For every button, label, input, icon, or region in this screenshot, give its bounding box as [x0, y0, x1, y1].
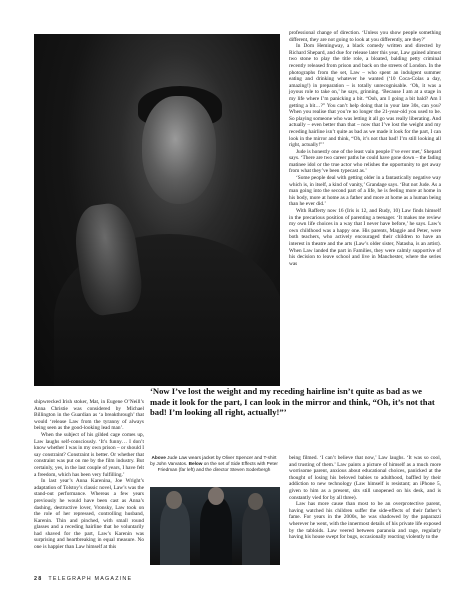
person-head: [208, 487, 224, 505]
right-column-lower: [289, 455, 441, 541]
caption-below-label: Below: [188, 461, 203, 466]
person-silhouette: [200, 497, 232, 565]
paragraph: With Rafferty now 16 (Iris is 12, and Rudy, 10) Law finds himself in the precarious position of parenting a teenager. ‘It makes me review my own life choices in a way that I never have before,’ he says. Law’s own childhood was a happy one. His parents, Maggie and Peter, were both teachers, who actively encouraged their children to have an interest in theatre and the arts (Law’s older sister, Natasha, is an artist). When Law landed the part in Families, they were calmly supportive of his decision to leave school and live in Manchester, where the series was: [289, 208, 441, 267]
caption-above-text: Jude Law wears jacket by Oliver Spencer and T-shirt by John Varvatos.: [150, 455, 277, 466]
person-silhouette: [242, 503, 270, 565]
right-column: [289, 30, 441, 267]
left-column: [34, 399, 144, 551]
paragraph: being filmed. ‘I can’t believe that now,’ Law laughs. ‘It was so cool, and trusting of them.’ Law paints a picture of himself as a much more worrisome parent, anxious about educational choices, panicked at the thought of losing his beloved babies to adulthood, baffled by their addiction to new technology (Law himself is resistant; an iPhone 5, given to him as a present, sits still unopened on his desk, and is constantly vied for by all three).: [289, 455, 441, 501]
paragraph: ‘Some people deal with getting older in a fantastically negative way which is, in itself, a kind of vanity,’ Grandage says. ‘But not Jude. As a man going into the second part of a life, he is feeling more at home in his body, more at home as a father and more at home as a human being than he ever did.’: [289, 175, 441, 208]
paragraph: professional change of direction. ‘Unless you show people something different, they are not going to look at you differently, are they?’: [289, 30, 441, 43]
caption-above-label: Above: [151, 455, 166, 460]
pull-quote: ‘Now I’ve lost the weight and my receding hairline isn’t quite as bad as we made it look for the part, I can look in the mirror and think, “Oh, it’s not that bad! I’m looking all right, actually!”’: [150, 386, 435, 418]
paragraph: shipwrecked Irish stoker, Mat, in Eugene O’Neill’s Anna Christie was considered by Michael Billington in the Guardian as ‘a breakthrough’ that would ‘release Law from the tyranny of always being seen as the good-looking lead man’.: [34, 399, 144, 432]
person-head: [166, 491, 182, 509]
paragraph: When the subject of his gilded cage comes up, Law laughs self-consciously. ‘It’s funny… I don’t know whether I was in my own prison – or should I say constraint? Constraint is better. Or whether that constraint was put on me by the film industry. But certainly, yes, in the last couple of years, I have felt a freedom, which has been very fulfilling.’: [34, 431, 144, 478]
paragraph: Jude is honestly one of the least vain people I’ve ever met,’ Shepard says. ‘There are two career paths he could have gone down – the fading matinee idol or the true actor who relishes the opportunity to get away from what they’ve been typecast as.’: [289, 148, 441, 175]
paragraph: Law has more cause than most to be an overprotective parent, having watched his children suffer the side-effects of their father’s fame. For years in the 2000s, he was shadowed by the paparazzi wherever he went, with the innermost details of his private life exposed by the tabloids. Law veered between paranoia and rage, regularly having his house swept for bugs, occasionally reacting violently to the: [289, 501, 441, 541]
film-set-photo: [150, 487, 280, 565]
caption-below-text: on the set of Side Effects with Peter Friedman (far left) and the director Steven Soderbergh: [157, 461, 278, 472]
person-head: [248, 493, 263, 510]
portrait-photo: [34, 34, 280, 386]
page-footer: [34, 576, 132, 582]
photo-caption: [150, 455, 278, 473]
magazine-name: TELEGRAPH MAGAZINE: [48, 576, 133, 582]
paragraph: In last year’s Anna Karenina, Joe Wright’s adaptation of Tolstoy’s classic novel, Law’s was the stand-out performance. Whereas a few years previously he would have been cast as Anna’s dashing, destructive lover, Vronsky, Law took on the role of her repressed, controlling husband, Karenin. Thin and pinched, with small round glasses and a receding hairline that he voluntarily had shaved for the part, Law’s Karenin was surprising and heartbreaking in equal measure. No one is happier than Law himself at this: [34, 478, 144, 551]
paragraph: In Dom Hemingway, a black comedy written and directed by Richard Shepard, and due for release later this year, Law gained almost two stone to play the title role, a bloated, balding petty criminal recently released from prison and back on the streets of London. In the photographs from the set, Law – who spent an indulgent summer eating and drinking whatever he wanted (‘10 Coca-Colas a day, amazing!) in preparation – is totally unrecognisable. ‘Oh, it was a joyous role to take on,’ he says, grinning. ‘Because I am at a stage in my life where I’m panicking a bit. “Ooh, am I going a bit bald? Am I getting a bit…?” You can’t help doing that in your late 30s, can you? When you realise that you’re no longer the 21-year-old you used to be. So playing someone who was letting it all go was really liberating. And actually – even better than that – now that I’ve lost the weight and my receding hairline isn’t quite as bad as we made it look for the part, I can look in the mirror and think, “Oh, it’s not that bad! I’m still looking all right, actually!”’: [289, 43, 441, 149]
page-number: 28: [34, 576, 43, 582]
person-silhouette: [160, 501, 190, 565]
photo-face-shape: [142, 96, 216, 204]
